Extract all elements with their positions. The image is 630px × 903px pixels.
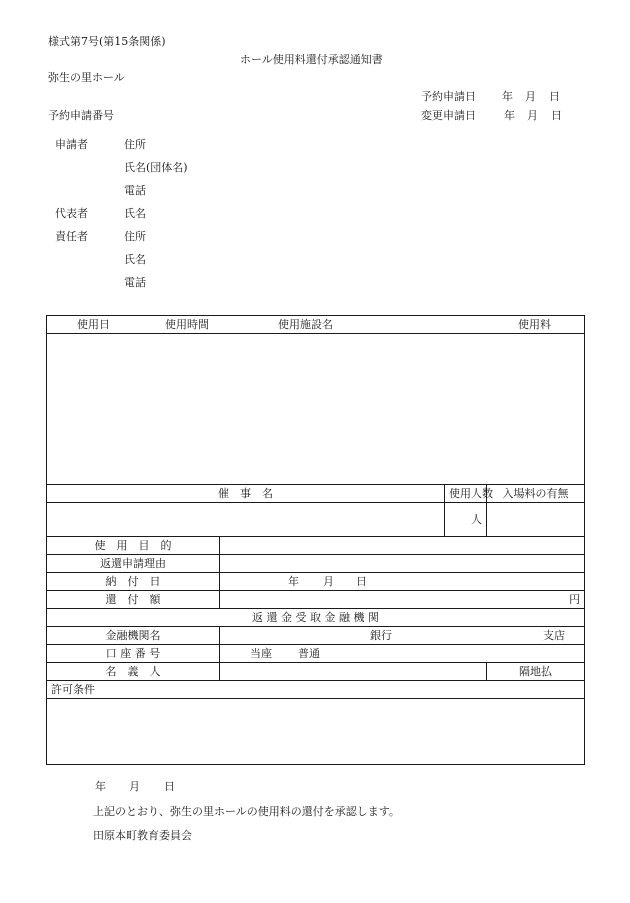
form-number: 様式第7号(第15条関係) (48, 35, 166, 48)
change-date-year: 年 (504, 109, 515, 122)
applicant-label: 申請者 (55, 138, 88, 151)
applicant-name-label: 氏名(団体名) (124, 161, 188, 174)
purpose-field[interactable] (220, 537, 585, 555)
issuer: 田原本町教育委員会 (93, 829, 192, 842)
usage-details-area[interactable] (47, 334, 585, 485)
reservation-date-month: 月 (525, 90, 536, 103)
persons-unit: 人 (471, 513, 482, 526)
permit-conditions-label: 許可条件 (47, 681, 585, 699)
admission-fee-field[interactable] (487, 503, 585, 537)
account-number-label: 口 座 番 号 (47, 645, 220, 663)
payment-date-year: 年 (288, 575, 299, 588)
facility-name-header: 使用施設名 (278, 318, 333, 331)
account-type-current[interactable]: 当座 (250, 647, 272, 660)
applicant-address-label: 住所 (124, 138, 146, 151)
usage-fee-header: 使用料 (518, 318, 551, 331)
applicant-phone-label: 電話 (124, 184, 146, 197)
responsible-address-label: 住所 (124, 230, 146, 243)
account-holder-field[interactable] (220, 663, 487, 681)
footer-date-month: 月 (129, 780, 140, 793)
bank-section-title: 返 還 金 受 取 金 融 機 関 (47, 609, 585, 627)
permit-conditions-field[interactable] (47, 699, 585, 765)
change-date-day: 日 (551, 109, 562, 122)
change-date-month: 月 (527, 109, 538, 122)
bank-institution-label: 金融機関名 (47, 627, 220, 645)
representative-label: 代表者 (55, 207, 88, 220)
purpose-label: 使 用 目 的 (47, 537, 220, 555)
payment-date-day: 日 (356, 575, 367, 588)
reservation-date-year: 年 (502, 90, 513, 103)
account-type-ordinary[interactable]: 普通 (298, 647, 320, 660)
reservation-number-label: 予約申請番号 (48, 109, 114, 122)
refund-reason-label: 返還申請理由 (47, 555, 220, 573)
attendees-field[interactable] (445, 503, 487, 537)
admission-fee-label: 入場料の有無 (487, 485, 585, 503)
addressee: 弥生の里ホール (48, 71, 125, 84)
yen-unit: 円 (569, 593, 581, 606)
event-name-field[interactable] (47, 503, 445, 537)
approval-statement: 上記のとおり、弥生の里ホールの使用料の還付を承認します。 (93, 805, 400, 818)
refund-form-table (46, 315, 585, 765)
refund-amount-label: 還 付 額 (47, 591, 220, 609)
remote-payment-label: 隔地払 (487, 663, 585, 681)
change-date-label: 変更申請日 (421, 109, 476, 122)
document-title: ホール使用料還付承認通知書 (240, 53, 383, 66)
footer-date-day: 日 (164, 780, 175, 793)
refund-reason-field[interactable] (220, 555, 585, 573)
reservation-date-day: 日 (549, 90, 560, 103)
usage-time-header: 使用時間 (165, 318, 209, 331)
account-holder-label: 名 義 人 (47, 663, 220, 681)
footer-date-year: 年 (95, 780, 106, 793)
responsible-name-label: 氏名 (124, 253, 146, 266)
responsible-phone-label: 電話 (124, 276, 146, 289)
payment-date-field[interactable] (220, 573, 585, 591)
refund-amount-field[interactable] (220, 591, 585, 609)
representative-name-label: 氏名 (124, 207, 146, 220)
responsible-label: 責任者 (55, 230, 88, 243)
bank-suffix: 銀行 (370, 629, 392, 642)
attendees-label: 使用人数 (445, 485, 487, 503)
payment-date-label: 納 付 日 (47, 573, 220, 591)
usage-table-header (47, 316, 585, 334)
bank-institution-field[interactable] (220, 627, 585, 645)
payment-date-month: 月 (323, 575, 334, 588)
branch-suffix: 支店 (543, 629, 565, 642)
reservation-date-label: 予約申請日 (421, 90, 476, 103)
usage-date-header: 使用日 (77, 318, 110, 331)
account-number-field[interactable] (220, 645, 585, 663)
event-name-label: 催 事 名 (47, 485, 445, 503)
